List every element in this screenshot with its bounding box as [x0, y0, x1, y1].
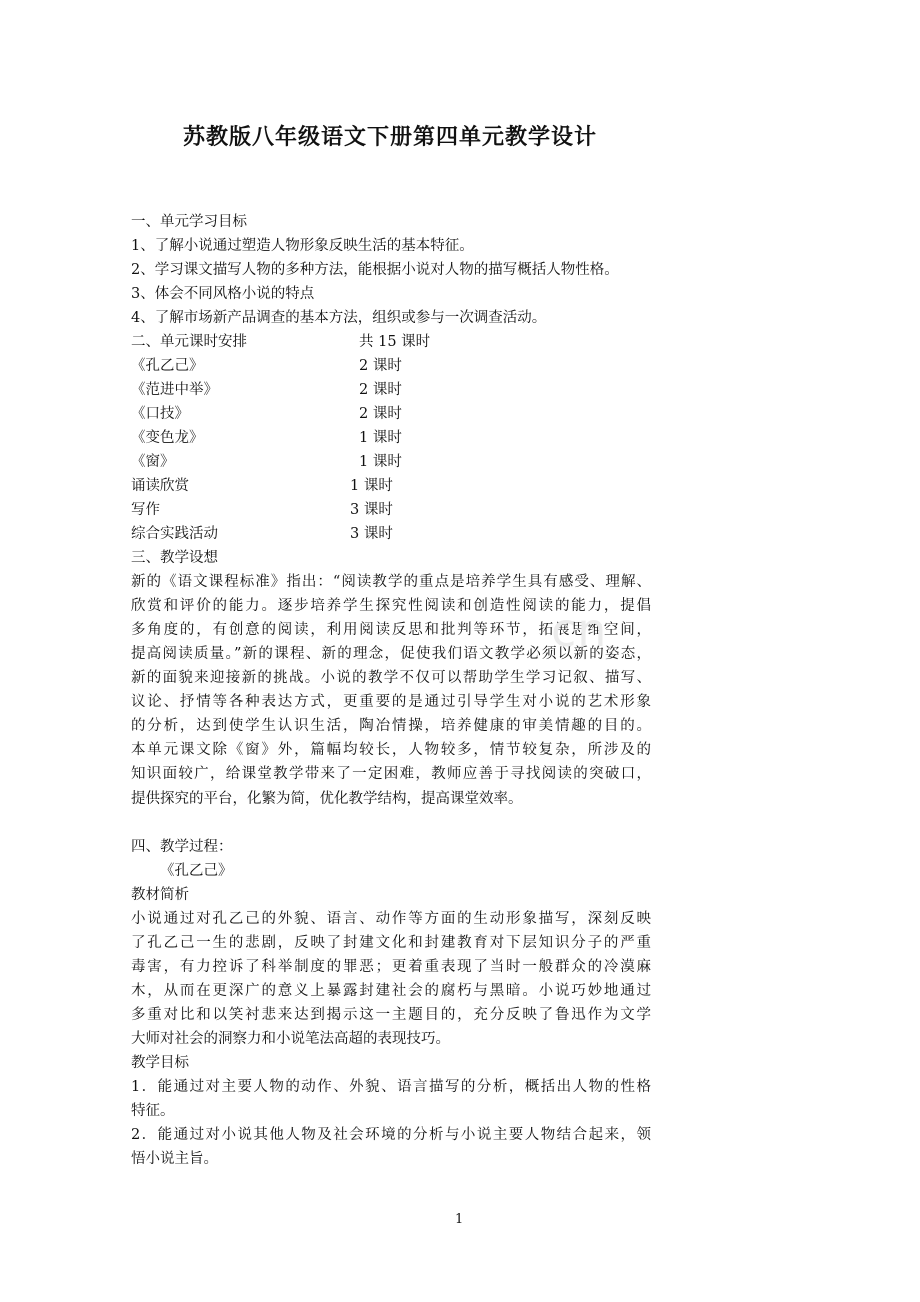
paragraph-line: 提供探究的平台，化繁为简，优化教学结构，提高课堂效率。	[131, 791, 523, 807]
watermark: cn	[551, 603, 608, 657]
schedule-hours: 1 课时	[359, 430, 402, 446]
lesson-title: 《孔乙己》	[160, 863, 233, 879]
paragraph-line: 了孔乙己一生的悲剧，反映了封建文化和封建教育对下层知识分子的严重	[131, 935, 651, 951]
schedule-name: 写作	[131, 502, 160, 518]
paragraph-line: 提高阅读质量。”新的课程、新的理念，促使我们语文教学必须以新的姿态，	[131, 646, 651, 662]
paragraph-line: 大师对社会的洞察力和小说笔法高超的表现技巧。	[131, 1031, 450, 1047]
paragraph-line: 木，从而在更深广的意义上暴露封建社会的腐朽与黑暗。小说巧妙地通过	[131, 983, 651, 999]
paragraph-line: 新的《语文课程标准》指出：“阅读教学的重点是培养学生具有感受、理解、	[131, 574, 651, 590]
paragraph-line: 多重对比和以笑衬悲来达到揭示这一主题目的，充分反映了鲁迅作为文学	[131, 1007, 651, 1023]
schedule-name: 《口技》	[131, 406, 189, 422]
document-title: 苏教版八年级语文下册第四单元教学设计	[183, 124, 598, 150]
paragraph-line: 议论、抒情等各种表达方式，更重要的是通过引导学生对小说的艺术形象	[131, 694, 651, 710]
schedule-hours: 2 课时	[359, 382, 402, 398]
schedule-hours: 1 课时	[359, 454, 402, 470]
schedule-hours: 2 课时	[359, 406, 402, 422]
schedule-hours: 3 课时	[350, 526, 393, 542]
goal-line: 特征。	[131, 1103, 175, 1119]
goal-item: 4、了解市场新产品调查的基本方法，组织或参与一次调查活动。	[131, 310, 547, 326]
goal-item: 1、了解小说通过塑造人物形象反映生活的基本特征。	[131, 238, 474, 254]
schedule-name: 综合实践活动	[131, 526, 218, 542]
section3-heading: 三、教学设想	[131, 550, 218, 566]
schedule-name: 诵读欣赏	[131, 478, 189, 494]
paragraph-line: 小说通过对孔乙己的外貌、语言、动作等方面的生动形象描写，深刻反映	[131, 911, 651, 927]
section2-heading: 二、单元课时安排	[131, 334, 247, 350]
goal-line: 悟小说主旨。	[131, 1151, 218, 1167]
paragraph-line: 毒害，有力控诉了科举制度的罪恶；更着重表现了当时一般群众的冷漠麻	[131, 959, 651, 975]
schedule-name: 《孔乙己》	[131, 358, 204, 374]
paragraph-line: 的分析，达到使学生认识生活，陶冶情操，培养健康的审美情趣的目的。	[131, 718, 651, 734]
section1-heading: 一、单元学习目标	[131, 214, 247, 230]
goal-item: 2、学习课文描写人物的多种方法，能根据小说对人物的描写概括人物性格。	[131, 262, 619, 278]
analysis-heading: 教材简析	[131, 887, 189, 903]
page-number: 1	[455, 1212, 464, 1227]
paragraph-line: 知识面较广，给课堂教学带来了一定困难，教师应善于寻找阅读的突破口，	[131, 766, 651, 782]
paragraph-line: 本单元课文除《窗》外，篇幅均较长，人物较多，情节较复杂，所涉及的	[131, 742, 651, 758]
schedule-name: 《变色龙》	[131, 430, 204, 446]
schedule-hours: 2 课时	[359, 358, 402, 374]
section4-heading: 四、教学过程：	[131, 839, 233, 855]
schedule-name: 《窗》	[131, 454, 175, 470]
total-hours: 共 15 课时	[359, 334, 431, 350]
schedule-name: 《范进中举》	[131, 382, 218, 398]
goal-line: 2．能通过对小说其他人物及社会环境的分析与小说主要人物结合起来，领	[131, 1127, 651, 1143]
paragraph-line: 多角度的，有创意的阅读，利用阅读反思和批判等环节，拓展思维空间，	[131, 622, 651, 638]
paragraph-line: 欣赏和评价的能力。逐步培养学生探究性阅读和创造性阅读的能力，提倡	[131, 598, 651, 614]
schedule-hours: 3 课时	[350, 502, 393, 518]
paragraph-line: 新的面貌来迎接新的挑战。小说的教学不仅可以帮助学生学习记叙、描写、	[131, 670, 651, 686]
goals-heading: 教学目标	[131, 1055, 189, 1071]
schedule-hours: 1 课时	[350, 478, 393, 494]
goal-item: 3、体会不同风格小说的特点	[131, 286, 315, 302]
goal-line: 1．能通过对主要人物的动作、外貌、语言描写的分析，概括出人物的性格	[131, 1079, 651, 1095]
